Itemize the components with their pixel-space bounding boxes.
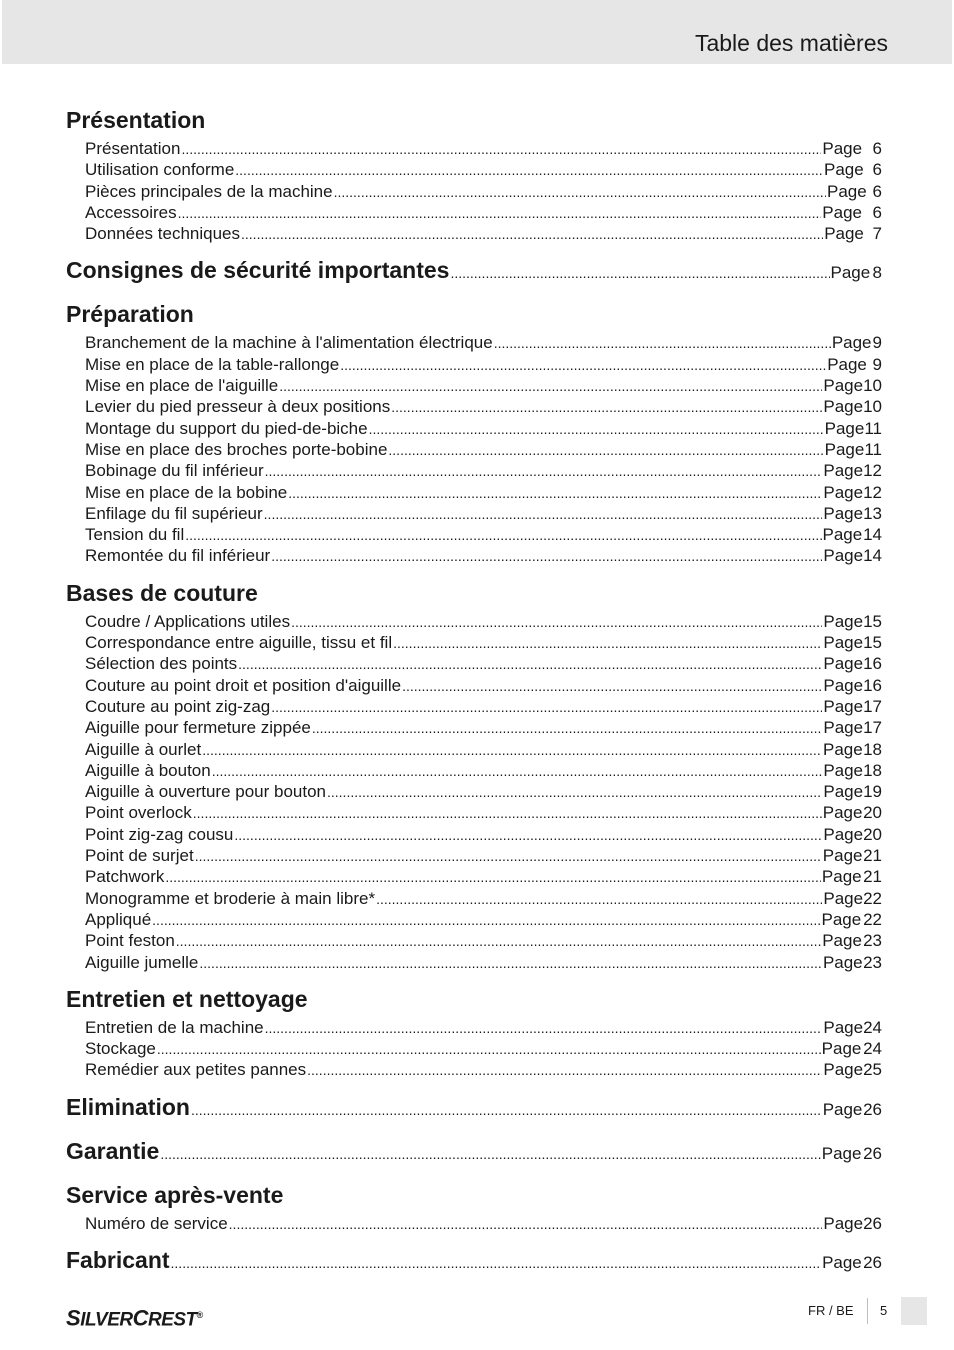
page-ref: 10 [863,397,882,417]
page-ref: 26 [863,1252,882,1272]
page-number: 5 [880,1303,888,1318]
toc-entry[interactable] [66,696,882,717]
toc-section [66,1081,882,1125]
page-label: Page [823,760,864,780]
toc-section [66,1169,882,1234]
toc-entry[interactable] [66,824,882,845]
dot-leader [494,333,831,354]
entry-label: Mise en place de la bobine [85,482,288,502]
page-ref: 21 [863,867,882,887]
toc-section-heading[interactable] [66,1177,882,1213]
page-label: Page [823,654,864,674]
toc-section [66,1234,882,1278]
section-gap [66,973,882,979]
page-ref: 17 [863,718,882,738]
entry-label: Point overlock [85,803,192,823]
entry-label: Aiguille à ourlet [85,739,202,759]
toc-section-heading[interactable] [66,1089,882,1125]
dot-leader [193,803,822,824]
entry-label: Mise en place de la table-rallonge [85,354,340,374]
page-ref: 11 [864,439,882,459]
dot-leader [388,440,823,461]
section-title: Garantie [66,1137,160,1164]
dot-leader [185,525,821,546]
toc-entry[interactable] [66,503,882,524]
page-ref: 24 [863,1039,882,1059]
footer-divider [867,1298,868,1324]
page-ref: 13 [863,503,882,523]
toc-entry[interactable] [66,418,882,439]
entry-label: Enfilage du fil supérieur [85,503,263,523]
section-title: Service après-vente [66,1181,284,1208]
page-label: Page [822,931,862,951]
toc-section-heading[interactable] [66,252,882,288]
page-ref: 14 [863,525,882,545]
page-label: Page [827,354,867,374]
entry-label: Bobinage du fil inférieur [85,461,264,481]
page-label: Page [822,846,863,866]
toc-section [66,567,882,973]
toc-entry[interactable] [66,138,882,159]
page-label: Page [823,675,864,695]
dot-leader [271,546,822,567]
toc-entry[interactable] [66,354,882,375]
page-label: Page [821,1143,862,1163]
entry-label: Présentation [85,139,181,158]
page-ref: 20 [863,803,882,823]
page-label: Page [823,546,864,566]
page-ref: 22 [863,909,882,929]
toc-entry[interactable] [66,930,882,951]
entry-label: Point de surjet [85,846,194,866]
toc-section-heading[interactable] [66,981,882,1017]
page-ref: 7 [872,224,882,244]
dot-leader [264,504,823,525]
toc-section [66,102,882,244]
entry-label: Remédier aux petites pannes [85,1060,307,1080]
brand-logo-part-2: REST [147,1309,197,1331]
page-label: Page [823,1213,864,1233]
dot-leader [241,224,823,245]
entry-label: Stockage [85,1039,156,1059]
section-title: Elimination [66,1093,190,1120]
toc-section [66,288,882,566]
brand-logo-letter-2: C [132,1305,148,1331]
toc-entry[interactable] [66,802,882,823]
toc-entry[interactable] [66,1017,882,1038]
page-ref: 23 [863,952,882,972]
page-ref: 6 [872,202,882,222]
entry-label: Correspondance entre aiguille, tissu et fil [85,633,393,653]
page-ref: 17 [863,696,882,716]
page-label: Page [830,263,871,283]
page-label: Page [822,1252,862,1272]
page-label: Page [823,824,864,844]
entry-label: Numéro de service [85,1213,228,1233]
page-label: Page [824,418,865,438]
page-label: Page [823,1060,864,1080]
dot-leader [152,910,820,931]
dot-leader [265,1018,823,1039]
dot-leader [265,461,823,482]
dot-leader [181,139,821,160]
toc-entry[interactable] [66,781,882,802]
page-label: Page [821,909,862,929]
page-label: Page [823,482,864,502]
toc-entry[interactable] [66,524,882,545]
entry-label: Utilisation conforme [85,160,235,180]
toc-entry[interactable] [66,909,882,930]
page-label: Page [823,1017,864,1037]
dot-leader [212,761,823,782]
page-label: Page [823,888,864,908]
dot-leader [327,782,822,803]
page-label: Page [822,525,863,545]
page-ref: 22 [863,888,882,908]
entry-label: Aiguille à bouton [85,760,211,780]
toc-entry[interactable] [66,675,882,696]
dot-leader [160,1146,820,1162]
dot-leader [178,203,822,224]
toc-entry[interactable] [66,545,882,566]
section-gap [66,567,882,573]
page-ref: 8 [872,263,882,283]
page-ref: 9 [872,354,882,374]
section-gap [66,1169,882,1175]
dot-leader [157,1039,821,1060]
registered-mark: ® [196,1310,203,1320]
page-ref: 11 [864,418,882,438]
page-label: Page [823,503,864,523]
toc-entry[interactable] [66,159,882,180]
section-title: Préparation [66,301,194,328]
page-label: Page [822,202,862,222]
page-ref: 14 [863,546,882,566]
toc-entry[interactable] [66,223,882,244]
entry-label: Coudre / Applications utiles [85,611,291,631]
page-title: Table des matières [694,30,888,56]
page-label: Page [823,397,864,417]
dot-leader [234,825,822,846]
page-label: Page [823,696,864,716]
entry-label: Point feston [85,931,175,951]
page-ref: 16 [863,654,882,674]
page-label: Page [824,160,864,180]
page-label: Page [823,782,864,802]
page-ref: 6 [872,181,882,201]
entry-label: Mise en place des broches porte-bobine [85,439,388,459]
dot-leader [391,397,822,418]
table-of-contents [66,100,882,1278]
toc-section [66,244,882,288]
page-ref: 19 [863,782,882,802]
entry-label: Montage du support du pied-de-biche [85,418,368,438]
entry-label: Remontée du fil inférieur [85,546,271,566]
toc-entry[interactable] [66,181,882,202]
toc-entry[interactable] [66,717,882,738]
dot-leader [229,1214,823,1235]
toc-entry[interactable] [66,611,882,632]
brand-logo-part-1: ILVER [80,1309,133,1331]
entry-label: Aiguille jumelle [85,952,199,972]
page-ref: 9 [872,333,882,353]
dot-leader [312,718,823,739]
dot-leader [291,612,822,633]
page-label: Page [823,633,864,653]
page-label: Page [823,718,864,738]
dot-leader [191,1102,822,1118]
page-ref: 15 [863,611,882,631]
entry-label: Monogramme et broderie à main libre* [85,888,376,908]
toc-entry[interactable] [66,396,882,417]
section-gap [66,244,882,250]
dot-leader [402,676,822,697]
dot-leader [238,654,822,675]
toc-entry[interactable] [66,482,882,503]
dot-leader [279,376,822,397]
footer-tab [901,1297,927,1325]
page-label: Page [821,867,862,887]
section-title: Entretien et nettoyage [66,985,308,1012]
section-gap [66,1081,882,1087]
toc-entry[interactable] [66,760,882,781]
entry-label: Branchement de la machine à l'alimentation électrique [85,333,493,353]
toc-entry[interactable] [66,460,882,481]
page-ref: 24 [863,1017,882,1037]
toc-entry[interactable] [66,375,882,396]
toc-entry[interactable] [66,1038,882,1059]
page-label: Page [822,952,863,972]
page-label: Page [831,333,872,353]
toc-section [66,973,882,1081]
language-code: FR / BE [808,1303,854,1318]
toc-entry[interactable] [66,845,882,866]
entry-label: Point zig-zag cousu [85,824,234,844]
section-title: Bases de couture [66,579,258,606]
section-title: Fabricant [66,1246,170,1273]
page-ref: 26 [863,1099,882,1119]
entry-label: Aiguille à ouverture pour bouton [85,782,326,802]
page-label: Page [823,376,864,396]
entry-label: Couture au point droit et position d'aiguille [85,675,402,695]
page-label: Page [823,611,864,631]
page-ref: 18 [863,739,882,759]
dot-leader [340,355,826,376]
toc-entry[interactable] [66,653,882,674]
page-label: Page [822,803,863,823]
toc-entry[interactable] [66,1213,882,1234]
dot-leader [202,740,822,761]
section-gap [66,1125,882,1131]
entry-label: Levier du pied presseur à deux positions [85,397,391,417]
entry-label: Entretien de la machine [85,1017,264,1037]
toc-entry[interactable] [66,439,882,460]
page-ref: 20 [863,824,882,844]
page-label: Page [823,739,863,759]
entry-label: Sélection des points [85,654,238,674]
toc-entry[interactable] [66,952,882,973]
toc-entry[interactable] [66,632,882,653]
entry-label: Mise en place de l'aiguille [85,376,279,396]
dot-leader [271,697,822,718]
page-label: Page [822,139,863,158]
page-ref: 12 [863,461,882,481]
toc-entry[interactable] [66,866,882,887]
toc-entry[interactable] [66,739,882,760]
page-ref: 16 [863,675,882,695]
toc-entry[interactable] [66,888,882,909]
dot-leader [176,931,821,952]
toc-entry[interactable] [66,202,882,223]
page-ref: 15 [863,633,882,653]
page-ref: 6 [872,139,882,158]
section-gap [66,1234,882,1240]
page-ref: 10 [863,376,882,396]
entry-label: Couture au point zig-zag [85,696,271,716]
brand-logo [66,1302,203,1331]
entry-label: Accessoires [85,202,177,222]
dot-leader [288,483,822,504]
toc-entry[interactable] [66,332,882,353]
dot-leader [195,846,822,867]
entry-label: Pièces principales de la machine [85,181,333,201]
toc-section [66,1125,882,1169]
dot-leader [171,1255,822,1271]
entry-label: Appliqué [85,909,152,929]
dot-leader [199,953,822,974]
page-ref: 12 [863,482,882,502]
page-ref: 6 [872,160,882,180]
toc-section-heading[interactable] [66,102,882,138]
toc-section-heading[interactable] [66,1133,882,1169]
dot-leader [235,160,823,181]
page-label: Page [826,181,867,201]
page-ref: 21 [863,846,882,866]
toc-section-heading[interactable] [66,296,882,332]
page-ref: 25 [863,1060,882,1080]
dot-leader [376,889,822,910]
entry-label: Tension du fil [85,525,185,545]
page-label: Page [824,224,864,244]
toc-entry[interactable] [66,1059,882,1080]
entry-label: Patchwork [85,867,165,887]
dot-leader [334,182,826,203]
entry-label: Aiguille pour fermeture zippée [85,718,311,738]
page-label: Page [824,439,865,459]
dot-leader [450,265,829,281]
page-ref: 18 [863,760,882,780]
brand-logo-letter-1: S [66,1305,81,1331]
dot-leader [307,1060,822,1081]
page-label: Page [821,1039,862,1059]
dot-leader [393,633,822,654]
toc-section-heading[interactable] [66,575,882,611]
section-title: Présentation [66,107,206,133]
page-label: Page [822,1099,863,1119]
page-ref: 26 [863,1213,882,1233]
entry-label: Données techniques [85,224,241,244]
section-gap [66,288,882,294]
dot-leader [369,419,824,440]
page-label: Page [823,461,864,481]
toc-section-heading[interactable] [66,1242,882,1278]
page-ref: 23 [863,931,882,951]
dot-leader [165,867,821,888]
section-title: Consignes de sécurité importantes [66,257,450,284]
page-ref: 26 [863,1143,882,1163]
